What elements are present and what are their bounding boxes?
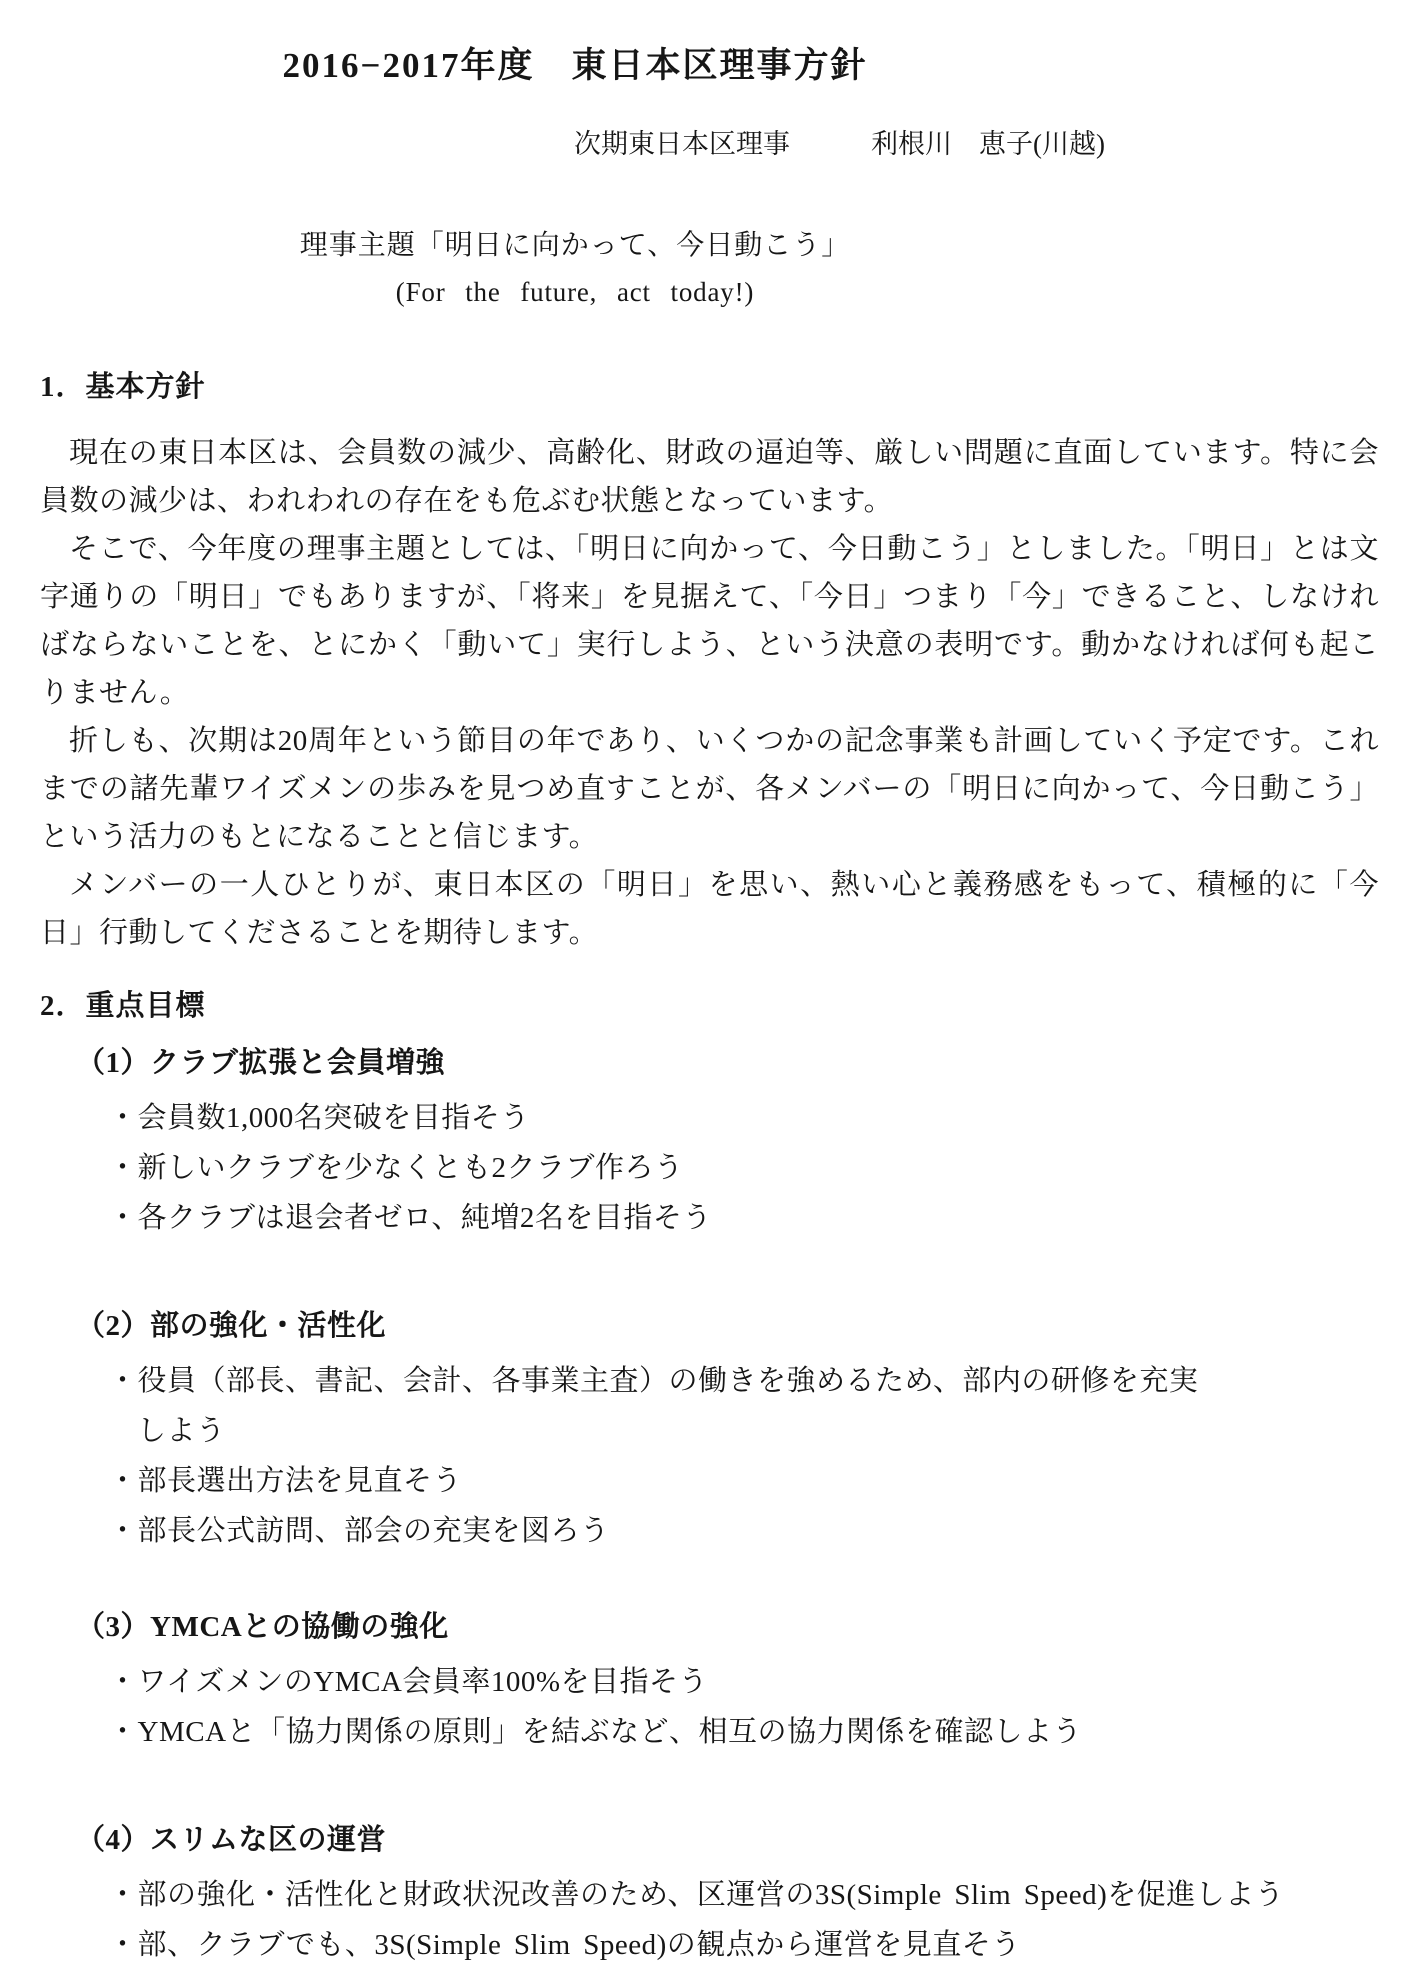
document-title: 2016−2017年度 東日本区理事方針 — [282, 46, 868, 85]
bullet-item: ・各クラブは退会者ゼロ、純増2名を目指そう — [108, 1202, 712, 1234]
subsection-club-expansion — [40, 1040, 1379, 1243]
paragraph: 現在の東日本区は、会員数の減少、高齢化、財政の逼迫等、厳しい問題に直面しています。特に会員数の減少は、われわれの存在をも危ぶむ状態となっています。 — [40, 437, 1379, 517]
subsection-slim-district — [40, 1817, 1379, 1970]
bullet-item: ・会員数1,000名突破を目指そう — [108, 1102, 530, 1134]
subsection-bu-strengthening — [40, 1303, 1379, 1556]
bullet-list — [40, 1657, 1379, 1757]
section-basic-policy-heading: 1．基本方針 — [40, 371, 206, 403]
bullet-item: ・部長選出方法を見直そう — [108, 1465, 463, 1497]
author-line: 次期東日本区理事 利根川 恵子(川越) — [574, 129, 1105, 159]
bullet-list — [40, 1870, 1379, 1970]
theme-title: 理事主題「明日に向かって、今日動こう」 — [299, 230, 851, 261]
subsection-heading: （1）クラブ拡張と会員増強 — [76, 1047, 446, 1079]
subsection-heading: （4）スリムな区の運営 — [76, 1824, 387, 1856]
paragraph: そこで、今年度の理事主題としては、「明日に向かって、今日動こう」としました。「明日」とは文字通りの「明日」でもありますが、「将来」を見据えて、「今日」つまり「今」できること、しなければならないことを、とにかく「動いて」実行しよう、という決意の表明です。動かなければ何も起こりません。 — [40, 533, 1379, 709]
theme-english-subtitle: (For the future, act today!) — [395, 277, 755, 307]
subsection-ymca-collaboration — [40, 1604, 1379, 1757]
paragraph: メンバーの一人ひとりが、東日本区の「明日」を思い、熱い心と義務感をもって、積極的に「今日」行動してくださることを期待します。 — [40, 869, 1379, 949]
bullet-item: ・新しいクラブを少なくとも2クラブ作ろう — [108, 1152, 684, 1184]
paragraph: 折しも、次期は20周年という節目の年であり、いくつかの記念事業も計画していく予定です。これまでの諸先輩ワイズメンの歩みを見つめ直すことが、各メンバーの「明日に向かって、今日動こう」という活力のもとになることと信じます。 — [40, 725, 1379, 853]
subsection-heading: （3）YMCAとの協働の強化 — [76, 1611, 449, 1643]
bullet-list — [40, 1093, 1379, 1243]
basic-policy-body — [40, 429, 1379, 957]
bullet-item: ・部の強化・活性化と財政状況改善のため、区運営の3S(Simple Slim Speed)を促進しよう — [108, 1879, 1285, 1911]
bullet-list — [40, 1356, 1379, 1556]
bullet-item: ・役員（部長、書記、会計、各事業主査）の働きを強めるため、部内の研修を充実しよう — [108, 1365, 1199, 1447]
subsection-heading: （2）部の強化・活性化 — [76, 1310, 387, 1342]
bullet-item: ・部長公式訪問、部会の充実を図ろう — [108, 1515, 610, 1547]
bullet-item: ・YMCAと「協力関係の原則」を結ぶなど、相互の協力関係を確認しよう — [108, 1716, 1083, 1748]
bullet-item: ・部、クラブでも、3S(Simple Slim Speed)の観点から運営を見直そう — [108, 1929, 1021, 1961]
section-key-goals-heading: 2．重点目標 — [40, 990, 206, 1022]
bullet-item: ・ワイズメンのYMCA会員率100%を目指そう — [108, 1666, 709, 1698]
